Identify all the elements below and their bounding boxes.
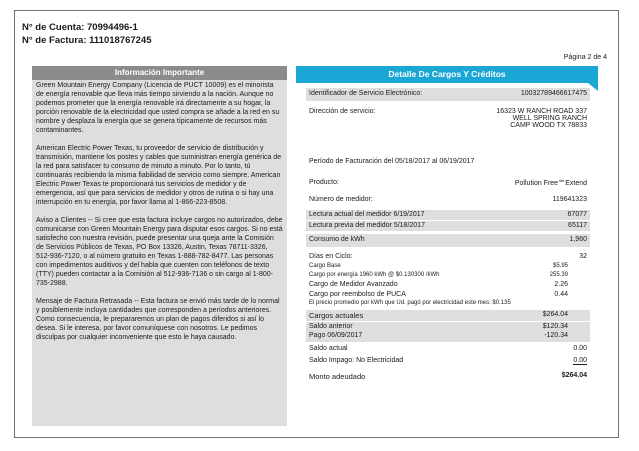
current-charges-value: $264.04	[542, 311, 568, 318]
days-row	[306, 253, 590, 263]
account-number: N° de Cuenta: 70994496-1	[22, 22, 138, 33]
current-charges-row	[306, 310, 590, 321]
base-charge-row	[306, 263, 590, 271]
service-address-line: 16323 W RANCH ROAD 337	[496, 108, 587, 115]
base-charge-label: Cargo Base	[309, 263, 341, 269]
meter-label: Número de medidor:	[309, 196, 373, 203]
service-address-line: CAMP WOOD TX 78833	[510, 122, 587, 129]
kwh-label: Consumo de kWh	[309, 236, 365, 243]
important-info-body	[32, 80, 287, 426]
average-price-text: El precio promedio por kWh que Ud. pagó por electricidad este mes: $0.135	[309, 300, 511, 306]
payment-value: -120.34	[544, 332, 568, 339]
puca-value: 0.44	[554, 291, 568, 298]
esi-value: 10032789466617475	[520, 90, 587, 97]
esi-label: Identificador de Servicio Electrónico:	[309, 90, 423, 97]
amount-due-label: Monto adeudado	[309, 372, 366, 381]
advanced-meter-row	[306, 281, 590, 290]
page-number: Página 2 de 4	[563, 54, 607, 61]
previous-balance-value: $120.34	[542, 323, 568, 330]
energy-charge-value: 255.39	[549, 272, 568, 278]
average-price-row	[306, 300, 590, 308]
previous-reading-row	[306, 221, 590, 231]
account-info	[22, 22, 152, 47]
puca-row	[306, 291, 590, 300]
puca-label: Cargo por reembolso de PUCA	[309, 291, 406, 298]
info-paragraph-green-mountain: Green Mountain Energy Company (Licencia de PUCT 10009) es el minorista de energía renovable que lleva más tiempo sirviendo a la nación. Aunque no podemos prometer que la energía renovable irá directamente a su hogar, la porción renovable de la electricidad que usted compra se añade a la red en su nombre y desplaza la energía que se genera típicamente de recursos más contaminantes.	[36, 82, 280, 134]
invoice-number: N° de Factura: 111018767245	[22, 34, 152, 46]
meter-row	[306, 196, 590, 208]
advanced-meter-label: Cargo de Medidor Avanzado	[309, 281, 398, 288]
energy-charge-row	[306, 272, 590, 280]
current-reading-row	[306, 210, 590, 220]
unpaid-balance-value: 0.00	[573, 357, 587, 364]
service-address-value	[496, 108, 587, 129]
esi-row	[306, 88, 590, 101]
info-paragraph-customer-notice: Aviso a Clientes -- Si cree que esta factura incluye cargos no autorizados, debe comunicarse con Green Mountain Energy para disputar esos cargos. Si no está satisfecho con nuestra revisión, puede presentar una queja ante la Comisión de Servicios Públicos de Texas, PO Box 13326, Austin, Texas 78711-3326, 512-936-7120, o al número gratuito en Texas 1-888-782-8477. Las personas con impedimentos auditivos y del habla que cuenten con teléfonos de texto (TTY) pueden contactar a la Comisión al 512-936-7136 o sin cargo al 1-800-735-2988.	[36, 217, 283, 287]
days-value: 32	[579, 253, 587, 260]
charges-header	[296, 66, 598, 83]
days-label: Días en Ciclo:	[309, 253, 353, 260]
unpaid-balance-row	[306, 357, 590, 367]
current-balance-label: Saldo actual	[309, 345, 348, 352]
service-address-line: WELL SPRING RANCH	[512, 115, 587, 122]
current-reading-value: 67077	[567, 211, 587, 218]
info-paragraph-late-bill: Mensaje de Factura Retrasada -- Esta factura se envió más tarde de lo normal y posiblemente incluya cantidades que corresponden a períodos anteriores. Como consecuencia, le prepararemos un plan de pagos diferidos si así lo desea. Si le interesa, por favor comuníquese con nosotros. Le pedimos disculpas por cualquier inconveniente que esto le haya causado.	[36, 298, 280, 341]
amount-due-value: $264.04	[561, 372, 587, 379]
previous-reading-label: Lectura previa del medidor 5/18/2017	[309, 222, 425, 229]
current-balance-row	[306, 345, 590, 355]
info-paragraph-aep-texas: American Electric Power Texas, tu proveedor de servicio de distribución y transmisión, mantiene los postes y cables que suministran energía genérica de la red para satisfacer tu consumo de minuto a minuto. Por lo tanto, tú continuarás recibiendo la misma fiabilidad de servicio como siempre. American Electric Power Texas te proporcionará tus servicios de medidor y de emergencia, así que para servicios de medidor y otros de rutina o si hay una interrupción en tu energía, por favor llama al 1-866-223-8508.	[36, 145, 282, 206]
service-address-row	[306, 108, 590, 144]
current-balance-value: 0.00	[573, 345, 587, 352]
payment-label: Pago 06/09/2017	[309, 332, 363, 339]
charges-title: Detalle De Cargos Y Créditos	[388, 69, 506, 79]
meter-value: 119641323	[552, 196, 587, 203]
previous-reading-value: 65117	[568, 222, 587, 229]
base-charge-value: $5.95	[552, 263, 568, 269]
current-reading-label: Lectura actual del medidor 6/19/2017	[309, 211, 425, 218]
amount-due-row	[306, 372, 590, 383]
previous-balance-row	[306, 322, 590, 332]
previous-balance-label: Saldo anterior	[309, 323, 353, 330]
charges-detail	[306, 88, 590, 383]
important-info-header: Información Importante	[32, 66, 287, 80]
kwh-row	[306, 234, 590, 247]
product-row	[306, 179, 590, 191]
product-value: Pollution Free℠Extend	[514, 180, 587, 187]
billing-period-row	[306, 158, 590, 170]
unpaid-balance-label: Saldo Impago: No Electricidad	[309, 357, 404, 364]
product-label: Producto:	[309, 179, 339, 186]
current-charges-label: Cargos actuales	[309, 311, 364, 320]
billing-period: Período de Facturación del 05/18/2017 al 06/19/2017	[309, 158, 475, 165]
kwh-value: 1,960	[569, 236, 587, 243]
advanced-meter-value: 2.26	[554, 281, 568, 288]
payment-row	[306, 332, 590, 342]
energy-charge-label: Cargo por energía 1960 kWh @ $0.130300 /kWh	[309, 272, 440, 278]
service-address-label: Dirección de servicio:	[309, 108, 376, 115]
